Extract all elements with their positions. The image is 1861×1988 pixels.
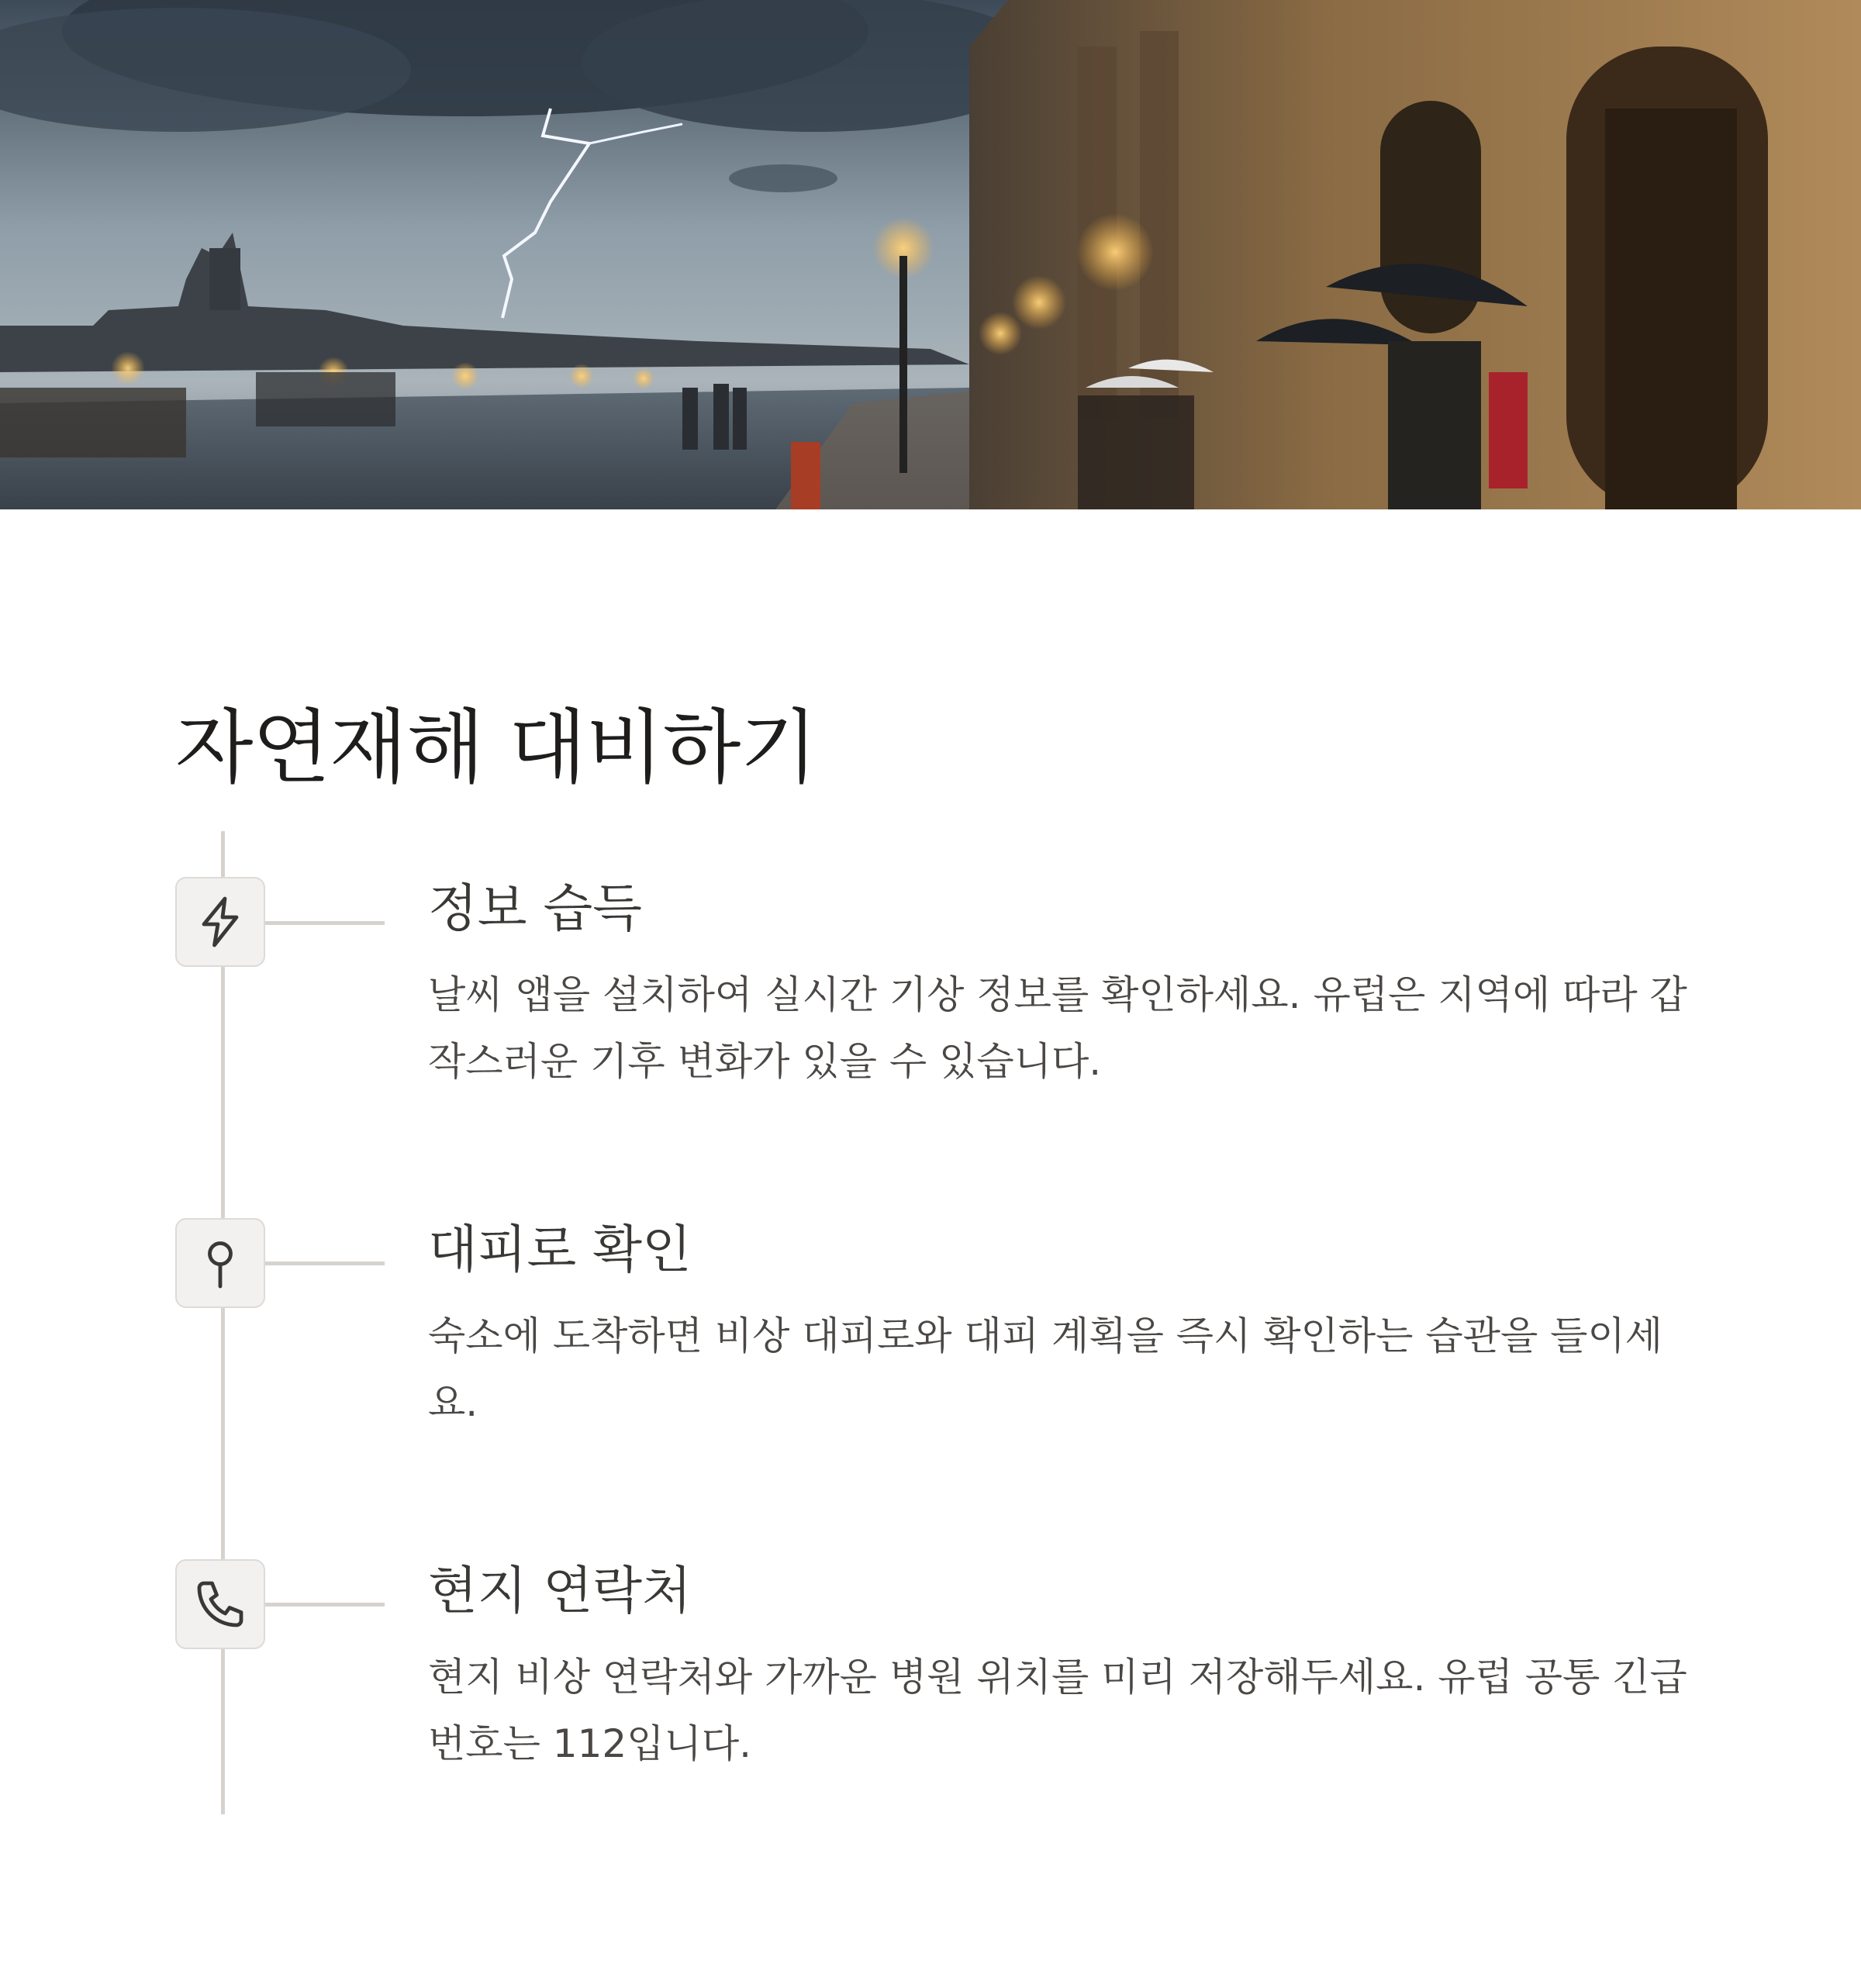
hero-illustration xyxy=(0,0,1861,509)
phone-icon xyxy=(192,1576,248,1632)
step-connector xyxy=(265,1261,385,1265)
step-description-contacts: 현지 비상 연락처와 가까운 병원 위치를 미리 저장해두세요. 유럽 공통 긴급 번호는 112입니다. xyxy=(428,1655,1687,1766)
step-title-contacts: 현지 연락처 xyxy=(428,1561,692,1620)
timeline-line xyxy=(221,831,225,1814)
lightning-icon xyxy=(192,894,248,950)
step-connector xyxy=(265,1603,385,1607)
hero-image xyxy=(0,0,1861,509)
step-description-evacuation: 숙소에 도착하면 비상 대피로와 대피 계획을 즉시 확인하는 습관을 들이세요. xyxy=(428,1313,1663,1425)
step-icon-box-info xyxy=(175,877,265,967)
map-pin-icon xyxy=(192,1235,248,1291)
page-title: 자연재해 대비하기 xyxy=(175,700,817,795)
step-title-evacuation: 대피로 확인 xyxy=(428,1220,692,1279)
step-icon-box-contacts xyxy=(175,1559,265,1649)
step-connector xyxy=(265,921,385,925)
step-icon-box-evacuation xyxy=(175,1218,265,1308)
step-title-info: 정보 습득 xyxy=(428,878,643,938)
step-description-info: 날씨 앱을 설치하여 실시간 기상 정보를 확인하세요. 유럽은 지역에 따라 갑작스러운 기후 변화가 있을 수 있습니다. xyxy=(428,972,1687,1084)
